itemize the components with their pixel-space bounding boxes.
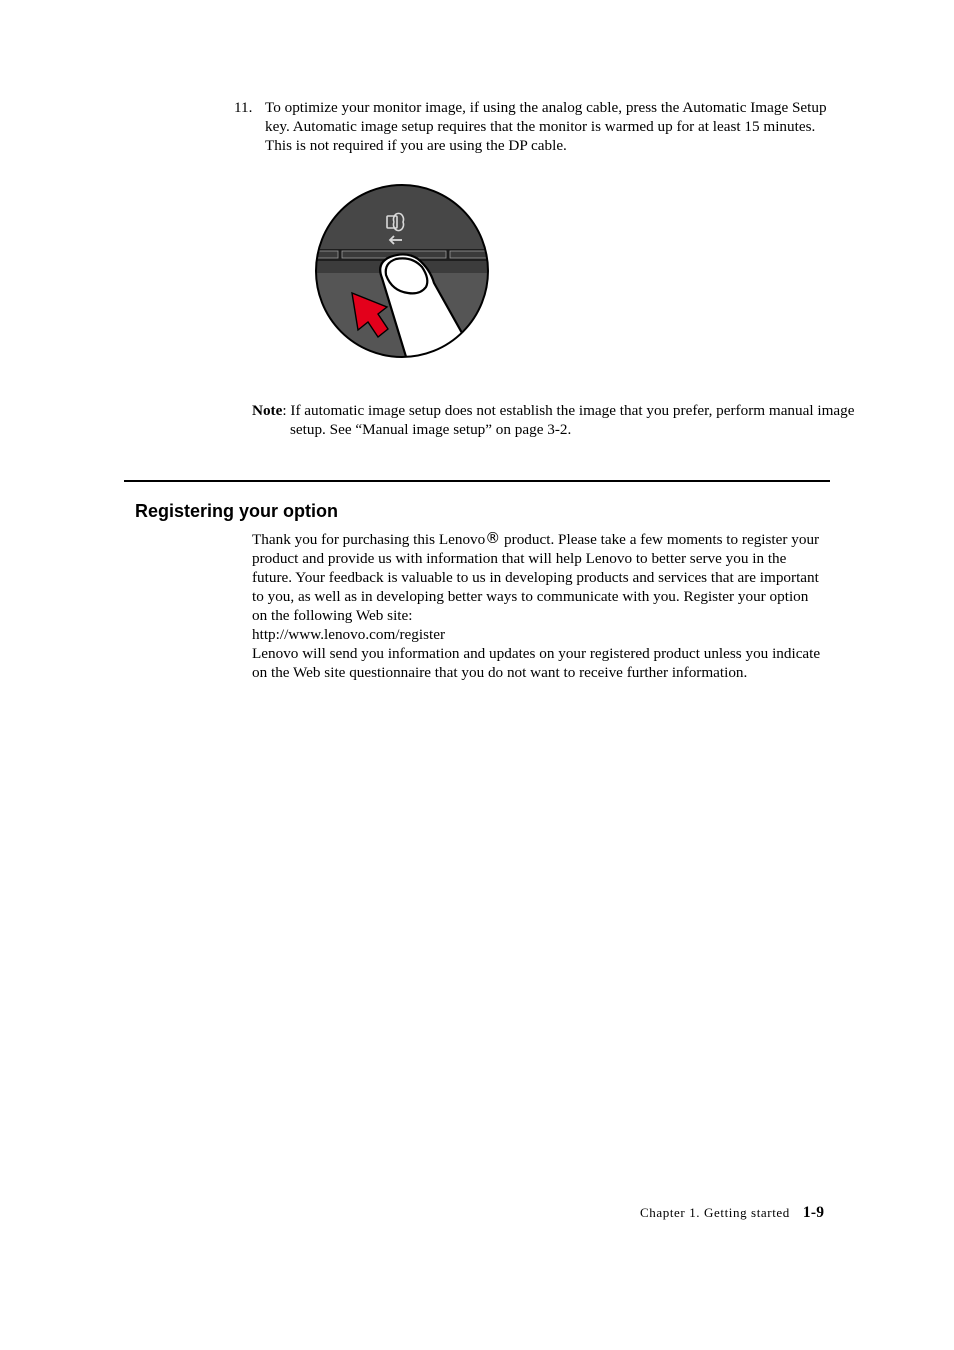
note-text: : If automatic image setup does not establish the image that you prefer, perform manual image setup. See “Manual image setup” on page 3-2. xyxy=(282,402,855,438)
monitor-bezel-illustration xyxy=(314,183,490,359)
step-11 xyxy=(234,98,840,155)
paragraph-updates: Lenovo will send you information and updates on your registered product unless you indicate on the Web site questionnaire that you do not want to receive further information. xyxy=(252,645,821,681)
note-label: Note xyxy=(252,402,283,419)
registered-mark: ® xyxy=(485,529,501,547)
section-body xyxy=(252,529,822,682)
para1-after: product. Please take a few moments to register your product and provide us with information that will help Lenovo to better serve you in the future. Your feedback is valuable to us in developing products and services that are important to you, as well as in developing better ways to communicate with you. Register your option on the following Web site: xyxy=(252,531,820,624)
page-footer xyxy=(640,1203,850,1223)
note-paragraph xyxy=(252,401,870,439)
para1-before: Thank you for purchasing this Lenovo xyxy=(252,531,486,548)
page-number: 1-9 xyxy=(802,1204,825,1221)
paragraph-thanks xyxy=(252,529,822,625)
register-url[interactable]: http://www.lenovo.com/register xyxy=(252,626,446,643)
section-heading: Registering your option xyxy=(135,501,339,521)
footer-chapter: Chapter 1. Getting started xyxy=(640,1205,790,1220)
step-text: To optimize your monitor image, if using the analog cable, press the Automatic Image Setup key. Automatic image setup requires that the monitor is warmed up for at least 15 minutes. This is not required if you are using the DP cable. xyxy=(265,99,827,154)
section-divider xyxy=(124,480,830,482)
auto-setup-key-figure xyxy=(314,183,490,359)
step-number: 11. xyxy=(234,99,253,116)
